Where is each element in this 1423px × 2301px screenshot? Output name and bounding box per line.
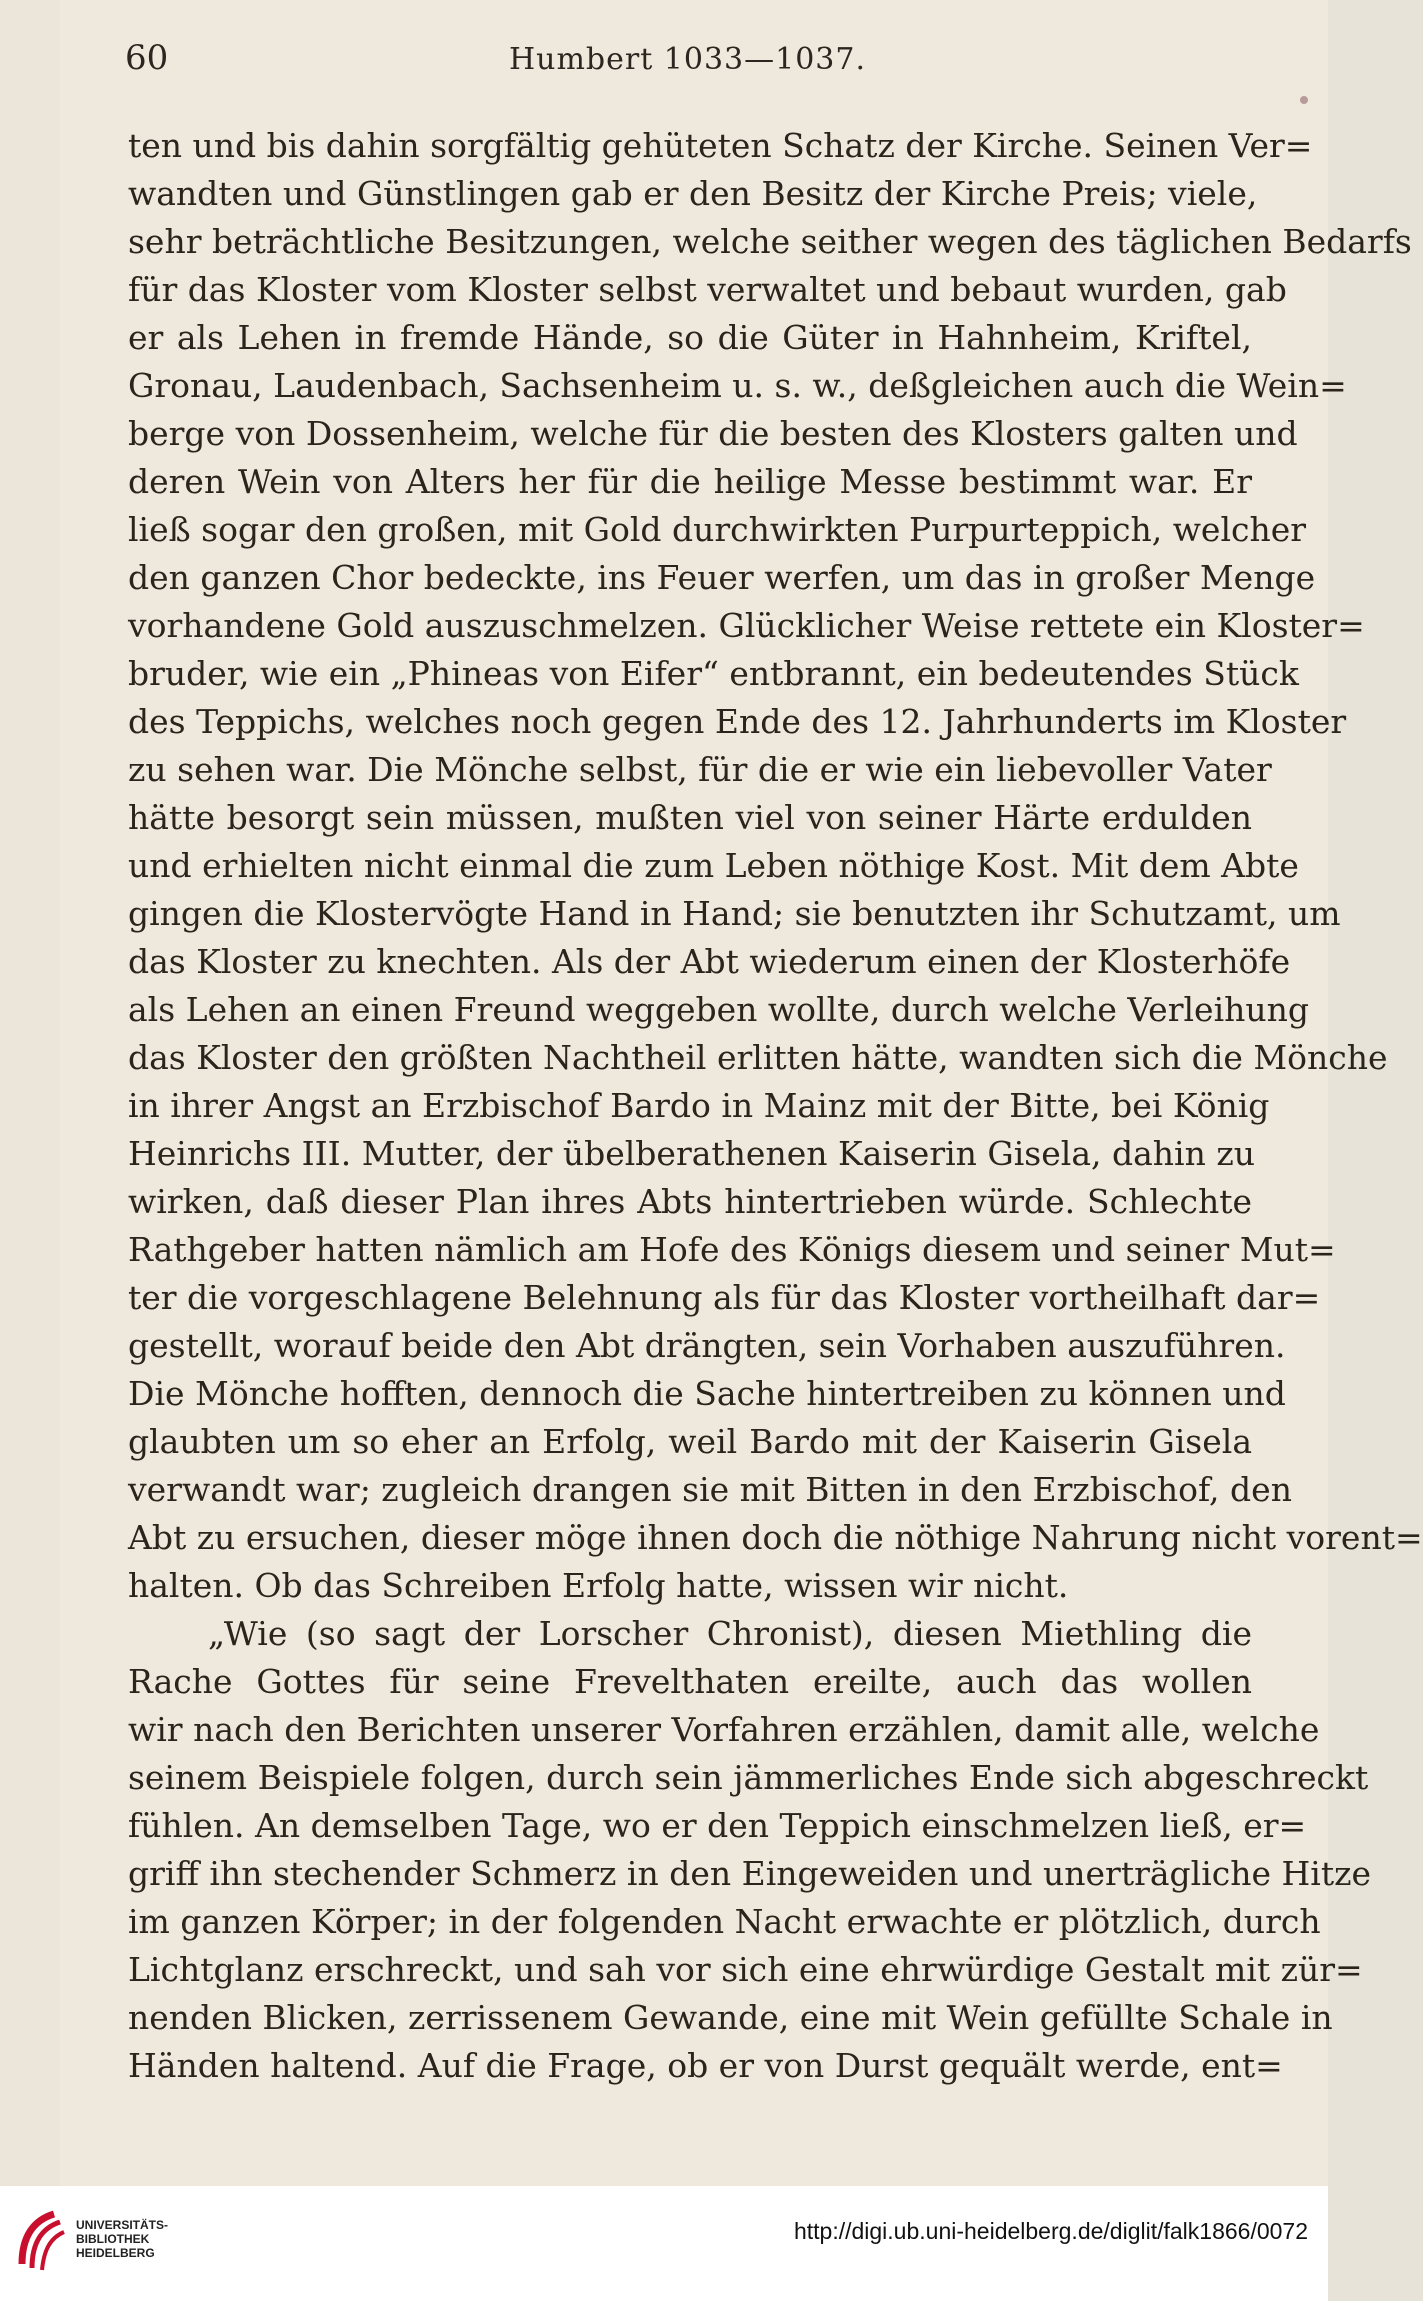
text-line: griff ihn stechender Schmerz in den Eingeweiden und unerträgliche Hitze	[128, 1854, 1372, 1893]
text-line: halten. Ob das Schreiben Erfolg hatte, wissen wir nicht.	[128, 1566, 1069, 1605]
text-line: in ihrer Angst an Erzbischof Bardo in Mainz mit der Bitte, bei König	[128, 1086, 1270, 1125]
paper-mark	[1300, 96, 1308, 104]
text-line: hätte besorgt sein müssen, mußten viel von seiner Härte erdulden	[128, 798, 1252, 837]
page-header	[125, 38, 1250, 88]
text-line: wirken, daß dieser Plan ihres Abts hintertrieben würde. Schlechte	[128, 1182, 1252, 1221]
text-line: ten und bis dahin sorgfältig gehüteten Schatz der Kirche. Seinen Ver=	[128, 126, 1313, 165]
text-line: deren Wein von Alters her für die heilige Messe bestimmt war. Er	[128, 462, 1252, 501]
text-line: im ganzen Körper; in der folgenden Nacht erwachte er plötzlich, durch	[128, 1902, 1321, 1941]
text-line: Die Mönche hofften, dennoch die Sache hintertreiben zu können und	[128, 1374, 1286, 1413]
source-url-link[interactable]: http://digi.ub.uni-heidelberg.de/diglit/falk1866/0072	[793, 2218, 1308, 2244]
library-logo-text: UNIVERSITÄTS- BIBLIOTHEK HEIDELBERG	[76, 2218, 169, 2260]
text-line: sehr beträchtliche Besitzungen, welche seither wegen des täglichen Bedarfs	[128, 222, 1412, 261]
text-line: das Kloster den größten Nachtheil erlitten hätte, wandten sich die Mönche	[128, 1038, 1388, 1077]
text-line: glaubten um so eher an Erfolg, weil Bardo mit der Kaiserin Gisela	[128, 1422, 1252, 1461]
text-line: berge von Dossenheim, welche für die besten des Klosters galten und	[128, 414, 1298, 453]
text-line: seinem Beispiele folgen, durch sein jämmerliches Ende sich abgeschreckt	[128, 1758, 1369, 1797]
text-line: für das Kloster vom Kloster selbst verwaltet und bebaut wurden, gab	[128, 270, 1287, 309]
text-line: den ganzen Chor bedeckte, ins Feuer werfen, um das in großer Menge	[128, 558, 1316, 597]
running-head: Humbert 1033—1037.	[508, 42, 867, 77]
text-line: er als Lehen in fremde Hände, so die Güter in Hahnheim, Kriftel,	[128, 318, 1252, 357]
text-line: des Teppichs, welches noch gegen Ende des 12. Jahrhunderts im Kloster	[128, 702, 1347, 741]
body-text	[128, 122, 1423, 2090]
text-line: wandten und Günstlingen gab er den Besitz der Kirche Preis; viele,	[128, 174, 1258, 213]
text-line: wir nach den Berichten unserer Vorfahren erzählen, damit alle, welche	[128, 1710, 1320, 1749]
text-line: als Lehen an einen Freund weggeben wollte, durch welche Verleihung	[128, 990, 1310, 1029]
text-line: das Kloster zu knechten. Als der Abt wiederum einen der Klosterhöfe	[128, 942, 1291, 981]
text-line: „Wie (so sagt der Lorscher Chronist), diesen Miethling die	[208, 1614, 1252, 1653]
text-line: verwandt war; zugleich drangen sie mit Bitten in den Erzbischof, den	[128, 1470, 1292, 1509]
text-line: und erhielten nicht einmal die zum Leben nöthige Kost. Mit dem Abte	[128, 846, 1299, 885]
text-line: gestellt, worauf beide den Abt drängten, sein Vorhaben auszuführen.	[128, 1326, 1286, 1365]
text-line: Lichtglanz erschreckt, und sah vor sich eine ehrwürdige Gestalt mit zür=	[128, 1950, 1363, 1989]
text-line: Rathgeber hatten nämlich am Hofe des Königs diesem und seiner Mut=	[128, 1230, 1336, 1269]
page-number: 60	[125, 38, 169, 78]
text-line: bruder, wie ein „Phineas von Eifer“ entbrannt, ein bedeutendes Stück	[128, 654, 1299, 693]
text-line: gingen die Klostervögte Hand in Hand; sie benutzten ihr Schutzamt, um	[128, 894, 1341, 933]
text-line: vorhandene Gold auszuschmelzen. Glücklicher Weise rettete ein Kloster=	[128, 606, 1365, 645]
text-line: fühlen. An demselben Tage, wo er den Teppich einschmelzen ließ, er=	[128, 1806, 1307, 1845]
text-line: ter die vorgeschlagene Belehnung als für das Kloster vortheilhaft dar=	[128, 1278, 1321, 1317]
text-line: nenden Blicken, zerrissenem Gewande, eine mit Wein gefüllte Schale in	[128, 1998, 1333, 2037]
library-footer	[0, 2186, 1328, 2301]
text-line: ließ sogar den großen, mit Gold durchwirkten Purpurteppich, welcher	[128, 510, 1307, 549]
text-line: Gronau, Laudenbach, Sachsenheim u. s. w., deßgleichen auch die Wein=	[128, 366, 1347, 405]
text-line: Rache Gottes für seine Frevelthaten ereilte, auch das wollen	[128, 1662, 1252, 1701]
library-logo-icon	[14, 2206, 70, 2276]
text-line: Händen haltend. Auf die Frage, ob er von Durst gequält werde, ent=	[128, 2046, 1283, 2085]
text-line: Abt zu ersuchen, dieser möge ihnen doch die nöthige Nahrung nicht vorent=	[128, 1518, 1423, 1557]
text-line: zu sehen war. Die Mönche selbst, für die er wie ein liebevoller Vater	[128, 750, 1272, 789]
text-line: Heinrichs III. Mutter, der übelberathenen Kaiserin Gisela, dahin zu	[128, 1134, 1255, 1173]
library-logo[interactable]	[14, 2206, 184, 2276]
